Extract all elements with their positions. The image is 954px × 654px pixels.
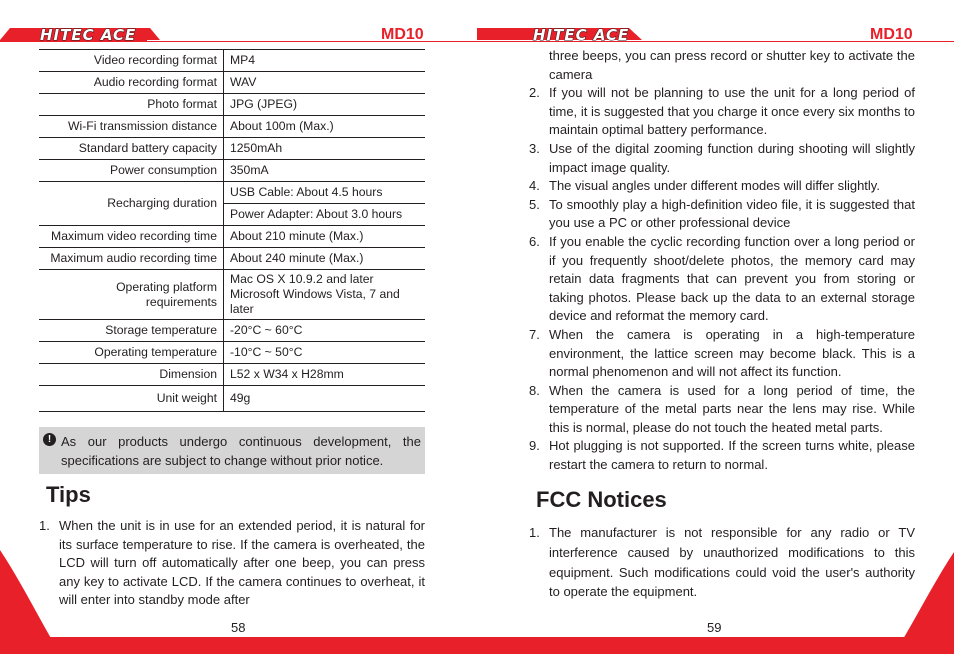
item-number: 9. <box>529 438 540 454</box>
list-item <box>529 47 915 84</box>
item-number: 2. <box>529 85 540 101</box>
spec-value: Power Adapter: About 3.0 hours <box>224 204 426 226</box>
notice-text: As our products undergo continuous development, the specifications are subject to change without prior notice. <box>61 434 421 468</box>
item-text: If you will not be planning to use the unit for a long period of time, it is suggested that you charge it once every six months to maintain optimal battery performance. <box>549 85 915 138</box>
spec-value: L52 x W34 x H28mm <box>224 364 426 386</box>
spec-label: Audio recording format <box>39 72 224 94</box>
item-text: When the camera is operating in a high-temperature environment, the lattice screen may become black. This is a normal phenomenon and will not affect its function. <box>549 326 915 380</box>
item-text: Hot plugging is not supported. If the screen turns white, please restart the camera to return to normal. <box>549 438 915 473</box>
fcc-heading: FCC Notices <box>536 487 667 512</box>
item-number: 4. <box>529 178 540 194</box>
list-item <box>39 517 425 610</box>
spec-value: 350mA <box>224 160 426 182</box>
brand-logo: HITEC ACE <box>533 26 630 44</box>
tips-list <box>39 517 425 610</box>
spec-label: Operating temperature <box>39 342 224 364</box>
spec-value: About 210 minute (Max.) <box>224 226 426 248</box>
spec-value: -10°C ~ 50°C <box>224 342 426 364</box>
list-item <box>529 326 915 382</box>
item-number: 1. <box>39 518 50 533</box>
spec-table <box>39 49 425 412</box>
spec-label: Unit weight <box>39 386 224 412</box>
spec-value: USB Cable: About 4.5 hours <box>224 182 426 204</box>
page-number-left: 58 <box>231 620 246 635</box>
spec-row <box>39 226 425 248</box>
item-number: 3. <box>529 140 540 156</box>
list-item <box>529 233 915 326</box>
item-text: When the camera is used for a long period of time, the temperature of the metal parts near the lens may rise. While this is normal, please do not touch the heated metal parts. <box>549 382 915 435</box>
spec-value: -20°C ~ 60°C <box>224 320 426 342</box>
list-item <box>529 140 915 177</box>
spec-value: 1250mAh <box>224 138 426 160</box>
spec-label: Standard battery capacity <box>39 138 224 160</box>
list-item <box>529 523 915 602</box>
spec-row <box>39 270 425 320</box>
spec-label: Wi-Fi transmission distance <box>39 116 224 138</box>
model-name: MD10 <box>870 26 913 43</box>
spec-row <box>39 182 425 204</box>
model-name: MD10 <box>381 26 424 43</box>
spec-row <box>39 138 425 160</box>
spec-row <box>39 160 425 182</box>
spec-value: MP4 <box>224 50 426 72</box>
list-item <box>529 382 915 438</box>
item-number: 7. <box>529 326 540 342</box>
spec-label: Operating platform requirements <box>39 270 224 320</box>
item-text: The visual angles under different modes will differ slightly. <box>549 178 880 194</box>
spec-row <box>39 116 425 138</box>
spec-value: About 100m (Max.) <box>224 116 426 138</box>
page-number-right: 59 <box>707 620 722 635</box>
notice-box <box>39 427 425 474</box>
spec-label: Maximum video recording time <box>39 226 224 248</box>
spec-row <box>39 94 425 116</box>
list-item <box>529 196 915 233</box>
spec-row <box>39 320 425 342</box>
spec-label: Recharging duration <box>39 182 224 226</box>
spec-row <box>39 364 425 386</box>
brand-logo: HITEC ACE <box>40 26 137 44</box>
spec-label: Power consumption <box>39 160 224 182</box>
right-page <box>477 0 954 654</box>
item-text: The manufacturer is not responsible for any radio or TV interference caused by unauthorized modifications to this equipment. Such modifications could void the user's authority to operate the equipment. <box>549 525 915 600</box>
spec-row <box>39 72 425 94</box>
spec-value: About 240 minute (Max.) <box>224 248 426 270</box>
fcc-list <box>529 523 915 602</box>
item-text: To smoothly play a high-definition video file, it is suggested that you use a PC or other professional device <box>549 196 915 231</box>
spec-row <box>39 386 425 412</box>
list-item <box>529 84 915 140</box>
list-item <box>529 177 915 196</box>
item-text: If you enable the cyclic recording function over a long period or if you frequently shoot/delete photos, the memory card may retain data fragments that can prevent you from storing or taking photos. Please back up the data to an external storage device and reformat the memory card. <box>549 233 915 324</box>
spec-value: Mac OS X 10.9.2 and later Microsoft Windows Vista, 7 and later <box>224 270 426 320</box>
tips-heading: Tips <box>46 482 91 507</box>
spec-label: Maximum audio recording time <box>39 248 224 270</box>
spec-label: Video recording format <box>39 50 224 72</box>
spec-label: Storage temperature <box>39 320 224 342</box>
bottom-red-band <box>0 637 954 654</box>
item-number: 8. <box>529 382 540 398</box>
spec-label: Dimension <box>39 364 224 386</box>
item-number: 5. <box>529 196 540 212</box>
spec-value: 49g <box>224 386 426 412</box>
header-rule-thin <box>147 41 477 42</box>
item-text: three beeps, you can press record or shutter key to activate the camera <box>549 48 915 82</box>
spec-row <box>39 342 425 364</box>
item-text: Use of the digital zooming function during shooting will slightly impact image quality. <box>549 140 915 175</box>
list-item <box>529 437 915 474</box>
spec-value: JPG (JPEG) <box>224 94 426 116</box>
item-number: 6. <box>529 233 540 249</box>
spec-row <box>39 248 425 270</box>
exclamation-icon: ! <box>43 433 56 446</box>
spec-label: Photo format <box>39 94 224 116</box>
spec-value: WAV <box>224 72 426 94</box>
spec-row <box>39 50 425 72</box>
item-text: When the unit is in use for an extended period, it is natural for its surface temperature to rise. If the camera is overheated, the LCD will turn off automatically after one beep, you can press any key to activate LCD. If the camera continues to overheat, it will enter into standby mode after <box>59 518 425 608</box>
tips-list-continued <box>529 47 915 475</box>
item-number: 1. <box>529 525 540 540</box>
